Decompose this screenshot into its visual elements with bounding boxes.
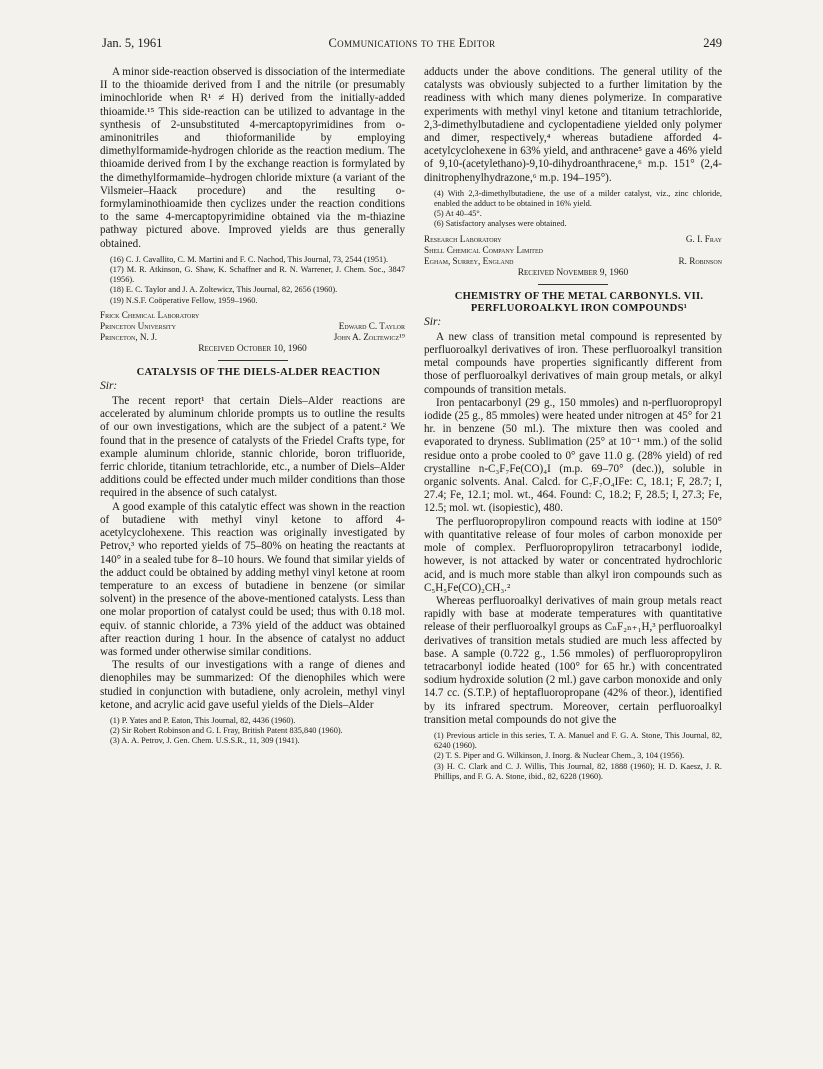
body-paragraph: The recent report¹ that certain Diels–Alder reactions are accelerated by aluminum chloride prompts us to outline the results of our own investigations, which are the subject of a patent.² We found that in the presence of catalysts of the Friedel Crafts type, for example aluminum chloride, stannic chloride, boron trifluoride, ferric chloride, titanium tetrachloride, etc., a number of Diels–Alder additions could be effected under much milder conditions than those required in the absence of such catalyst. xyxy=(100,395,405,500)
received-date: Received November 9, 1960 xyxy=(517,267,629,278)
footnote: (5) At 40–45°. xyxy=(434,209,482,219)
author-name: R. Robinson xyxy=(678,255,722,266)
footnotes xyxy=(100,255,405,306)
left-column xyxy=(100,66,405,747)
author-name: G. I. Fray xyxy=(685,233,722,244)
header-page-number: 249 xyxy=(703,36,722,50)
article-subtitle: PERFLUOROALKYL IRON COMPOUNDS¹ xyxy=(470,302,688,314)
footnote: (1) Previous article in this series, T. A. Manuel and F. G. A. Stone, This Journal, 82, 6240 (1960). xyxy=(434,730,722,751)
footnotes xyxy=(424,731,722,782)
continuation-paragraph: A minor side-reaction observed is dissociation of the intermediate II to the thioamide derived from I and the nitrile (or presumably iminochloride when R¹ ≠ H) derived from the initially-added thioamide.¹⁵ This side-reaction can be utilized to advantage in the synthesis of 2-unsubstituted 4-mercaptopyrimidines from o-aminonitriles and thioformanilide by employing dimethylformamide-hydrogen chloride as the reaction medium. The thioamide derived from I by the exchange reaction is formylated by the dimethylformamide–hydrogen chloride mixture (a variant of the Vilsmeier–Haack procedure) and the resulting o-formylaminothioamide then cyclizes under the reaction conditions to the same 4-mercaptopyrimidine obtained via the m-thiazine pathway pictured above. Improved yields are thus generally obtained. xyxy=(100,66,405,250)
affiliation-university: Princeton University xyxy=(100,320,176,331)
footnote: (19) N.S.F. Coöperative Fellow, 1959–1960. xyxy=(110,295,258,305)
page-header xyxy=(102,36,722,54)
affiliation-city: Egham, Surrey, England xyxy=(424,255,514,266)
footnote: (18) E. C. Taylor and J. A. Zoltewicz, This Journal, 82, 2656 (1960). xyxy=(110,285,338,295)
header-section: Communications to the Editor xyxy=(328,36,496,50)
affiliation-lab: Research Laboratory xyxy=(424,233,502,244)
article-title: CHEMISTRY OF THE METAL CARBONYLS. VII. xyxy=(454,290,704,302)
author-name: Edward C. Taylor xyxy=(338,320,405,331)
footnote: (2) T. S. Piper and G. Wilkinson, J. Inorg. & Nuclear Chem., 3, 104 (1956). xyxy=(434,751,685,761)
right-column xyxy=(424,66,722,782)
body-paragraph: Iron pentacarbonyl (29 g., 150 mmoles) and n-perfluoropropyl iodide (25 g., 85 mmoles) were heated under nitrogen at 45° for 21 hr. in benzene (50 ml.). The mixture then was cooled and evaporated to dryness. Sublimation (25° at 10⁻¹ mm.) of the solid residue onto a probe cooled to 0° gave 11.0 g. (28% yield) of red crystalline n-C₃F₇Fe(CO)₄I (m.p. 69–70° (dec.)), soluble in organic solvents. Anal. Calcd. for C₇F₇O₄IFe: C, 18.1; F, 28.7; I, 27.4; Fe, 12.1; mol. wt., 464. Found: C, 18.2; F, 28.5; I, 27.3; Fe, 12.5; mol. wt. (isopiestic), 480. xyxy=(424,396,722,515)
continuation-paragraph: adducts under the above conditions. The general utility of the catalysts was obviously subjected to a further limitation by the readiness with which many dienes polymerize. In comparative experiments with methyl vinyl ketone and titanium tetrachloride, 2,3-dimethylbutadiene and cyclopentadiene yielded only polymer and dimer, respectively,⁴ whereas butadiene afforded 4-acetylcyclohexene in 63% yield, and anthracene⁵ gave a 46% yield of 9,10-(acetylethano)-9,10-dihydroanthracene,⁶ m.p. 151° (2,4-dinitrophenylhydrazone,⁶ m.p. 194–195°). xyxy=(424,66,722,184)
footnote: (17) M. R. Atkinson, G. Shaw, K. Schaffner and R. N. Warrener, J. Chem. Soc., 3847 (1956). xyxy=(110,265,405,285)
salutation: Sir: xyxy=(424,315,442,328)
footnote: (16) C. J. Cavallito, C. M. Martini and F. C. Nachod, This Journal, 73, 2544 (1951). xyxy=(110,254,389,264)
footnote: (6) Satisfactory analyses were obtained. xyxy=(434,219,567,229)
article-title: CATALYSIS OF THE DIELS-ALDER REACTION xyxy=(136,366,381,378)
body-paragraph: Whereas perfluoroalkyl derivatives of main group metals react rapidly with base at moderate temperatures with quantitative release of their perfluoroalkyl groups as CₙF₂ₙ₊₁H,³ perfluoroalkyl derivatives of transition metals studied are much less affected by base. A sample (0.722 g., 1.56 mmoles) of perfluoropropyliron tetracarbonyl iodide heated (100° for 65 hr.) with concentrated sodium hydroxide solution (2 ml.) gave carbon monoxide and only 14.7 cc. (S.T.P.) of heptafluoropropane (42% of theor.), identified by its infrared spectrum. Moreover, certain perfluoroalkyl transition metal compounds do not give the xyxy=(424,594,722,726)
body-paragraph: The perfluoropropyliron compound reacts with iodine at 150° with quantitative release of four moles of carbon monoxide per mole of complex. Perfluoropropyliron tetracarbonyl iodide, however, is not attacked by water or concentrated hydrochloric acid, and is much more stable than alkyl iron compounds such as C₅H₅Fe(CO)₂CH₃.² xyxy=(424,515,722,594)
affiliation-block xyxy=(100,310,405,355)
footnote: (3) A. A. Petrov, J. Gen. Chem. U.S.S.R., 11, 309 (1941). xyxy=(110,736,300,746)
affiliation-block xyxy=(424,234,722,279)
body-paragraph: A new class of transition metal compound is represented by perfluoroalkyl derivatives of iron. These perfluoroalkyl transition metal compounds have properties significantly different from those of perfluoroalkyl derivatives of main group metals, or alkyl compounds of transition metals. xyxy=(424,330,722,396)
affiliation-lab: Frick Chemical Laboratory xyxy=(100,309,200,320)
affiliation-company: Shell Chemical Company Limited xyxy=(424,244,543,255)
separator-rule xyxy=(218,360,288,361)
author-name: John A. Zoltewicz¹⁹ xyxy=(333,331,405,342)
footnote: (3) H. C. Clark and C. J. Willis, This Journal, 82, 1888 (1960); H. D. Kaesz, J. R. Phillips, and F. G. A. Stone, ibid., 82, 6228 (1960). xyxy=(434,761,722,781)
footnote: (1) P. Yates and P. Eaton, This Journal, 82, 4436 (1960). xyxy=(110,715,296,725)
received-date: Received October 10, 1960 xyxy=(198,343,307,354)
body-paragraph: A good example of this catalytic effect was shown in the reaction of butadiene with methyl vinyl ketone to afford 4-acetylcyclohexene. This reaction was originally investigated by Petrov,³ who reported yields of 75–80% on heating the reactants at 140° in a sealed tube for 8–10 hours. We found that similar yields of the adduct could be obtained by adding methyl vinyl ketone at room temperature to an excess of butadiene in benzene (or similar solvent) in the presence of the above-mentioned catalysts. Less than one molar proportion of catalyst could be used; thus with 0.18 mol. equiv. of stannic chloride, a 73% yield of the adduct was obtained after reaction during 1 hour. In the absence of catalyst no adduct was formed under otherwise similar conditions. xyxy=(100,500,405,658)
salutation: Sir: xyxy=(100,379,118,392)
footnote: (4) With 2,3-dimethylbutadiene, the use of a milder catalyst, viz., zinc chloride, enabled the adduct to be obtained in 16% yield. xyxy=(434,188,722,209)
affiliation-city: Princeton, N. J. xyxy=(100,331,158,342)
body-paragraph: The results of our investigations with a range of dienes and dienophiles may be summarized: Of the dienophiles which were studied in conjunction with butadiene, only acrolein, methyl vinyl ketone, and acrylic acid gave useful yields of the Diels–Alder xyxy=(100,659,405,711)
separator-rule xyxy=(538,284,608,285)
footnotes xyxy=(424,189,722,230)
header-date: Jan. 5, 1961 xyxy=(102,36,163,50)
footnotes xyxy=(100,716,405,747)
footnote: (2) Sir Robert Robinson and G. I. Fray, British Patent 835,840 (1960). xyxy=(110,726,343,736)
